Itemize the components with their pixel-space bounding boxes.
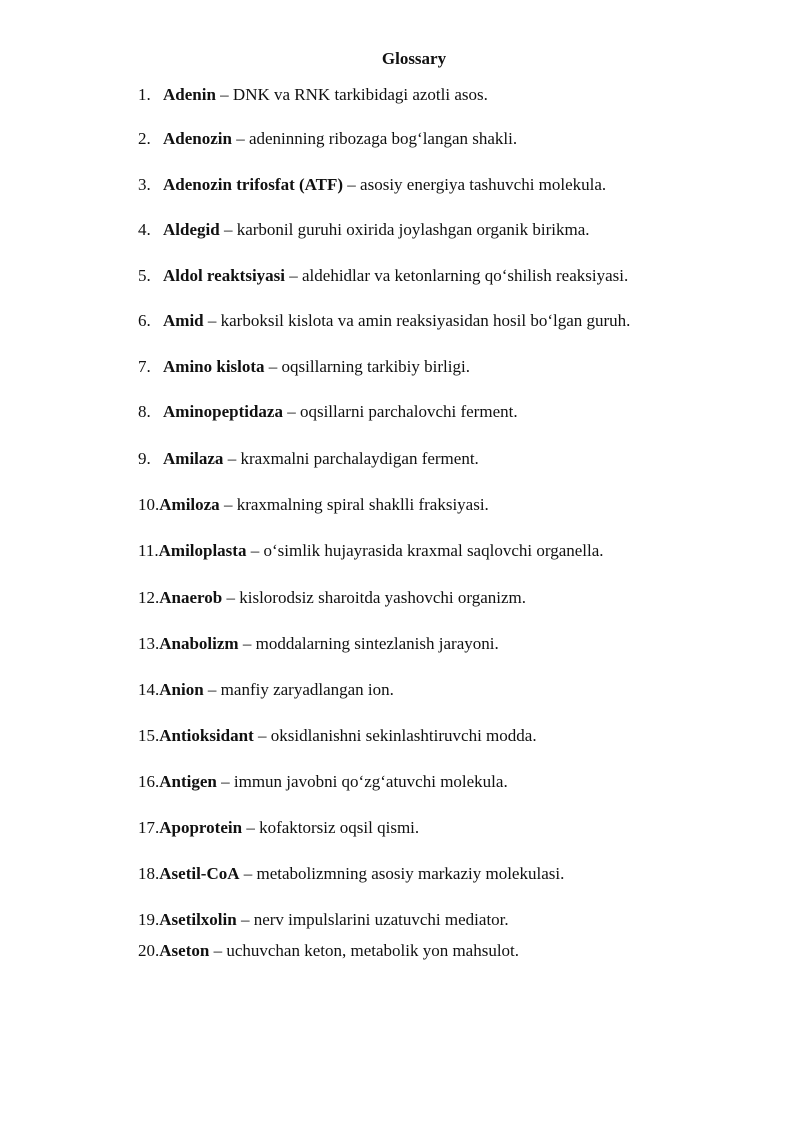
entry-term: Anion: [159, 680, 204, 699]
entry-definition: karboksil kislota va amin reaksiyasidan hosil bo‘lgan guruh.: [220, 311, 631, 330]
glossary-entry: [138, 725, 778, 747]
entry-dash: –: [207, 311, 217, 330]
entry-number: 2.: [138, 129, 151, 148]
entry-term: Aldol reaktsiyasi: [163, 266, 286, 285]
entry-definition: aldehidlar va ketonlarning qo‘shilish reaksiyasi.: [302, 266, 629, 285]
entry-term: Anaerob: [159, 588, 223, 607]
entry-number: 17.: [138, 818, 160, 837]
entry-term: Aseton: [159, 941, 210, 960]
glossary-entry: [138, 909, 778, 931]
entry-definition: kislorodsiz sharoitda yashovchi organizm.: [239, 588, 526, 607]
entry-definition: kofaktorsiz oqsil qismi.: [259, 818, 420, 837]
entry-term: Amilaza: [163, 449, 224, 468]
page-title: Glossary: [381, 49, 447, 68]
glossary-entry: [138, 356, 778, 378]
entry-definition: oqsillarning tarkibiy birligi.: [281, 357, 470, 376]
entry-definition: immun javobni qo‘zg‘atuvchi molekula.: [233, 772, 508, 791]
entry-number: 11.: [138, 541, 159, 560]
entry-dash: –: [242, 634, 252, 653]
entry-number: 14.: [138, 680, 160, 699]
entry-number: 12.: [138, 588, 160, 607]
glossary-entry: [138, 265, 778, 287]
entry-term: Adenozin: [163, 129, 232, 148]
entry-dash: –: [250, 541, 260, 560]
glossary-entry: [138, 174, 778, 196]
entry-definition: metabolizmning asosiy markaziy molekulasi.: [256, 864, 565, 883]
entry-number: 5.: [138, 266, 151, 285]
glossary-entry: [138, 494, 778, 516]
entry-term: Asetil-CoA: [159, 864, 240, 883]
entry-number: 15.: [138, 726, 160, 745]
entry-dash: –: [246, 818, 255, 837]
entry-term: Asetilxolin: [159, 910, 237, 929]
entry-definition: oqsillarni parchalovchi ferment.: [299, 402, 518, 421]
entry-definition: karbonil guruhi oxirida joylashgan organik birikma.: [236, 220, 590, 239]
glossary-entry: [138, 448, 778, 470]
glossary-entry: [138, 940, 778, 962]
entry-definition: oksidlanishni sekinlashtiruvchi modda.: [270, 726, 537, 745]
entry-dash: –: [243, 864, 253, 883]
entry-definition: kraxmalni parchalaydigan ferment.: [240, 449, 479, 468]
entry-term: Amiloza: [159, 495, 220, 514]
glossary-entry: [138, 633, 778, 655]
entry-dash: –: [213, 941, 223, 960]
entry-term: Aminopeptidaza: [163, 402, 283, 421]
entry-term: Adenin: [163, 85, 216, 104]
entry-term: Amid: [163, 311, 204, 330]
entry-number: 8.: [138, 402, 151, 421]
entry-dash: –: [223, 220, 233, 239]
entry-definition: nerv impulslarini uzatuvchi mediator.: [253, 910, 509, 929]
entry-dash: –: [236, 129, 245, 148]
entry-dash: –: [347, 175, 356, 194]
entry-term: Anabolizm: [159, 634, 239, 653]
glossary-entry: [138, 587, 778, 609]
entry-dash: –: [240, 910, 250, 929]
glossary-entry: [138, 84, 778, 106]
entry-number: 10.: [138, 495, 160, 514]
entry-term: Amiloplasta: [158, 541, 247, 560]
entry-term: Antigen: [159, 772, 217, 791]
entry-term: Adenozin trifosfat (ATF): [163, 175, 344, 194]
entry-number: 6.: [138, 311, 151, 330]
entry-definition: DNK va RNK tarkibidagi azotli asos.: [232, 85, 488, 104]
entry-number: 4.: [138, 220, 151, 239]
entry-dash: –: [226, 588, 235, 607]
glossary-entry: [138, 817, 778, 839]
entry-term: Apoprotein: [159, 818, 243, 837]
entry-number: 3.: [138, 175, 151, 194]
entry-dash: –: [220, 85, 229, 104]
entry-number: 19.: [138, 910, 160, 929]
entry-definition: manfiy zaryadlangan ion.: [220, 680, 394, 699]
entry-definition: asosiy energiya tashuvchi molekula.: [360, 175, 607, 194]
entry-term: Antioksidant: [159, 726, 254, 745]
glossary-entry: [138, 128, 778, 150]
entry-dash: –: [221, 772, 230, 791]
entry-number: 9.: [138, 449, 151, 468]
entry-term: Aldegid: [163, 220, 220, 239]
glossary-entry: [138, 310, 778, 332]
entry-definition: adeninning ribozaga bog‘langan shakli.: [248, 129, 518, 148]
entry-definition: uchuvchan keton, metabolik yon mahsulot.: [226, 941, 520, 960]
entry-number: 1.: [138, 85, 151, 104]
entry-definition: moddalarning sintezlanish jarayoni.: [255, 634, 499, 653]
glossary-entry: [138, 679, 778, 701]
entry-term: Amino kislota: [163, 357, 265, 376]
entry-dash: –: [223, 495, 233, 514]
entry-dash: –: [289, 266, 298, 285]
entry-number: 16.: [138, 772, 160, 791]
entry-dash: –: [207, 680, 217, 699]
entry-number: 20.: [138, 941, 160, 960]
entry-definition: o‘simlik hujayrasida kraxmal saqlovchi organella.: [263, 541, 604, 560]
entry-number: 13.: [138, 634, 160, 653]
entry-dash: –: [257, 726, 267, 745]
glossary-entry: [138, 401, 778, 423]
entry-dash: –: [268, 357, 278, 376]
glossary-entry: [138, 540, 778, 562]
entry-number: 7.: [138, 357, 151, 376]
entry-definition: kraxmalning spiral shaklli fraksiyasi.: [236, 495, 489, 514]
glossary-entry: [138, 219, 778, 241]
entry-dash: –: [287, 402, 296, 421]
entry-dash: –: [227, 449, 237, 468]
entry-number: 18.: [138, 864, 160, 883]
glossary-entry: [138, 771, 778, 793]
glossary-entry: [138, 863, 778, 885]
